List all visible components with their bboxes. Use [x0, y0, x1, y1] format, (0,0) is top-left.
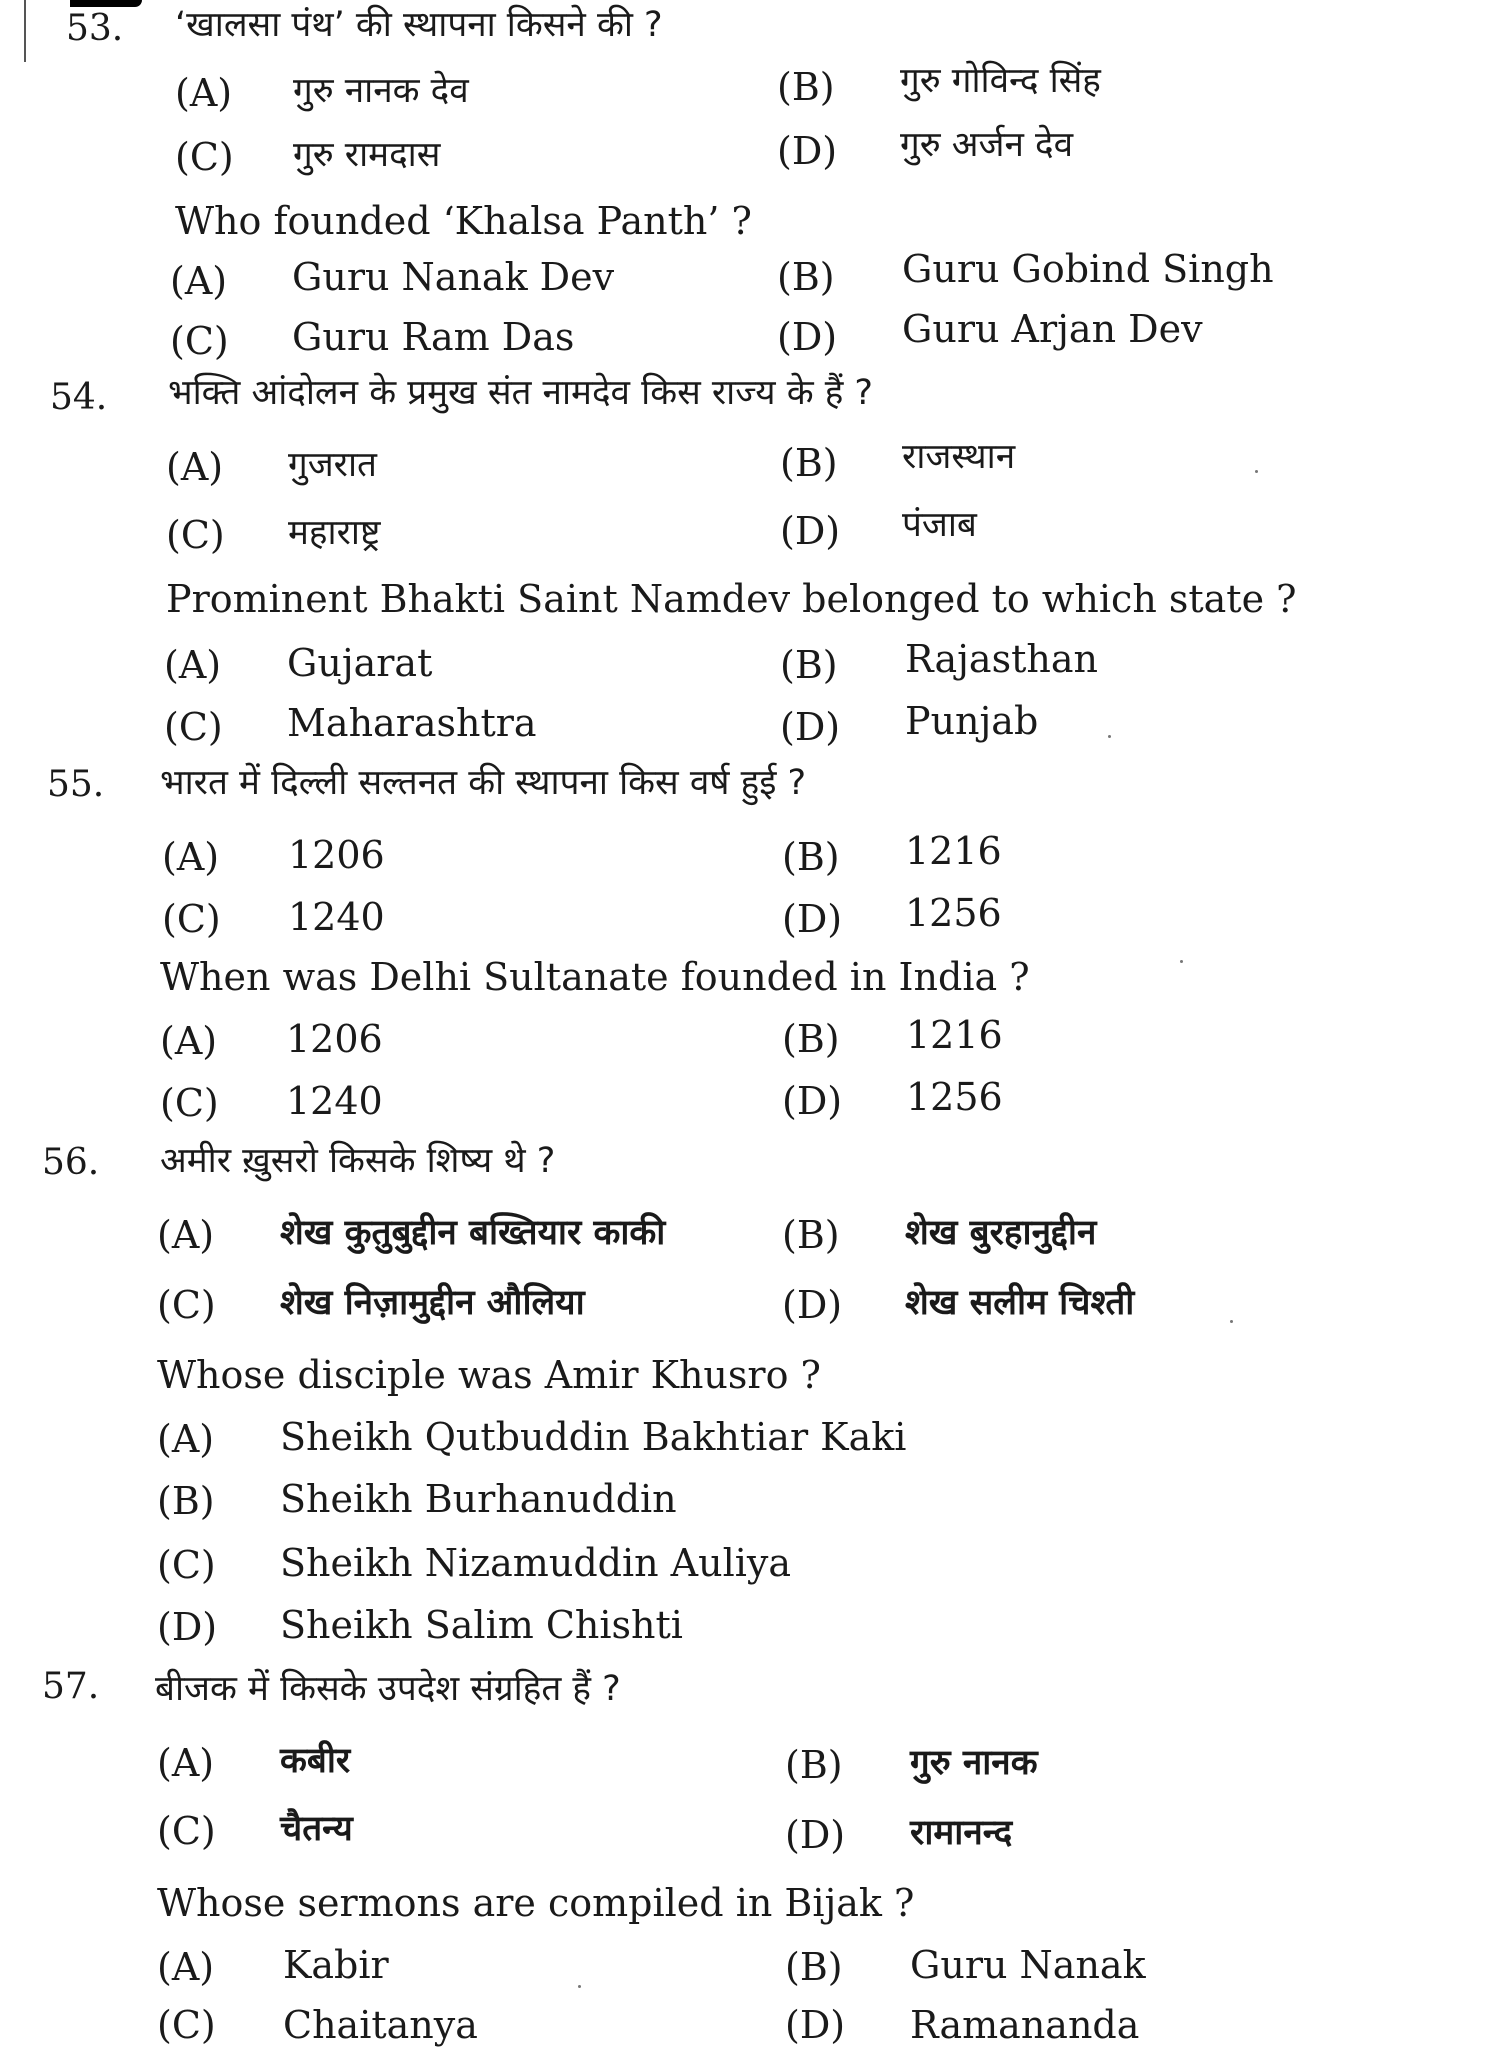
option-key: (B): [782, 835, 840, 879]
option-key: (C): [170, 319, 229, 363]
option-text-english: Guru Arjan Dev: [902, 307, 1203, 351]
option-text: 1206: [286, 1017, 383, 1061]
scan-corner-mark: [70, 0, 142, 7]
scan-speck: [1230, 1320, 1233, 1323]
option-key: (D): [782, 897, 843, 941]
scan-margin-line: [24, 0, 26, 62]
option-key: (C): [164, 705, 223, 749]
option-text-hindi: गुरु रामदास: [293, 134, 441, 175]
option-key: (A): [160, 1019, 218, 1063]
question-number: 57.: [42, 1666, 100, 1707]
option-key: (D): [782, 1283, 843, 1327]
question-text-english: Whose disciple was Amir Khusro ?: [157, 1353, 821, 1397]
option-key: (B): [777, 65, 835, 109]
option-text: 1216: [905, 829, 1002, 873]
question-number: 53.: [66, 8, 124, 49]
option-text-english: Sheikh Qutbuddin Bakhtiar Kaki: [280, 1415, 907, 1459]
option-text-hindi: गुरु नानक: [910, 1742, 1038, 1783]
option-text-hindi: गुरु नानक देव: [293, 70, 469, 111]
option-text-hindi: गुरु अर्जन देव: [900, 124, 1074, 165]
option-key: (A): [162, 835, 220, 879]
option-key: (D): [780, 705, 841, 749]
option-text-hindi: चैतन्य: [280, 1808, 353, 1849]
option-text-hindi: गुजरात: [288, 444, 378, 485]
option-text-english: Sheikh Burhanuddin: [280, 1477, 677, 1521]
option-key: (C): [175, 135, 234, 179]
option-text-english: Maharashtra: [287, 701, 537, 745]
option-text: 1240: [288, 895, 385, 939]
option-text-hindi: शेख बुरहानुद्दीन: [905, 1212, 1097, 1253]
option-key: (A): [157, 1417, 215, 1461]
option-text: 1216: [906, 1013, 1003, 1057]
option-text-hindi: रामानन्द: [910, 1812, 1013, 1853]
option-key: (A): [157, 1213, 215, 1257]
option-key: (B): [780, 441, 838, 485]
option-key: (D): [782, 1079, 843, 1123]
option-text-hindi: शेख कुतुबुद्दीन बख्तियार काकी: [280, 1212, 666, 1253]
option-key: (A): [175, 71, 233, 115]
option-key: (A): [164, 643, 222, 687]
option-key: (B): [785, 1743, 843, 1787]
option-key: (B): [157, 1479, 215, 1523]
option-text: 1206: [288, 833, 385, 877]
option-key: (A): [166, 445, 224, 489]
option-key: (C): [157, 1809, 216, 1853]
question-text-english: Whose sermons are compiled in Bijak ?: [157, 1881, 915, 1925]
option-text-english: Sheikh Salim Chishti: [280, 1603, 683, 1647]
question-text-hindi: भारत में दिल्ली सल्तनत की स्थापना किस वर्ष हुई ?: [160, 762, 807, 803]
option-text-english: Punjab: [905, 699, 1039, 743]
option-text-english: Chaitanya: [283, 2003, 478, 2047]
question-text-hindi: बीजक में किसके उपदेश संग्रहित हैं ?: [155, 1668, 621, 1709]
option-text: 1256: [906, 1075, 1003, 1119]
option-key: (B): [785, 1945, 843, 1989]
option-text-hindi: महाराष्ट्र: [288, 512, 381, 553]
option-key: (A): [170, 259, 228, 303]
option-key: (C): [166, 513, 225, 557]
scan-speck: [1180, 960, 1183, 963]
option-text-english: Gujarat: [287, 641, 433, 685]
option-text-hindi: राजस्थान: [902, 436, 1016, 477]
option-key: (C): [157, 2003, 216, 2047]
option-key: (C): [162, 897, 221, 941]
option-key: (A): [157, 1945, 215, 1989]
scan-speck: [1108, 735, 1111, 738]
option-text-english: Ramananda: [910, 2003, 1140, 2047]
option-text-hindi: गुरु गोविन्द सिंह: [900, 60, 1101, 101]
option-text-english: Guru Nanak Dev: [292, 255, 615, 299]
question-number: 55.: [47, 764, 105, 805]
option-key: (D): [157, 1605, 218, 1649]
scan-speck: [578, 1985, 581, 1988]
option-text-english: Guru Nanak: [910, 1943, 1146, 1987]
option-key: (D): [780, 509, 841, 553]
option-text-english: Kabir: [283, 1943, 389, 1987]
option-text-english: Sheikh Nizamuddin Auliya: [280, 1541, 792, 1585]
question-text-hindi: भक्ति आंदोलन के प्रमुख संत नामदेव किस राज्य के हैं ?: [168, 372, 873, 413]
question-text-english: Who founded ‘Khalsa Panth’ ?: [175, 199, 752, 243]
option-text-hindi: शेख निज़ामुद्दीन औलिया: [280, 1282, 585, 1323]
option-text-hindi: कबीर: [280, 1740, 351, 1781]
question-text-english: Prominent Bhakti Saint Namdev belonged to which state ?: [166, 577, 1297, 621]
option-key: (C): [160, 1081, 219, 1125]
option-text: 1240: [286, 1079, 383, 1123]
option-key: (D): [777, 129, 838, 173]
option-key: (A): [157, 1741, 215, 1785]
option-text-english: Guru Gobind Singh: [902, 247, 1274, 291]
option-text-english: Guru Ram Das: [292, 315, 575, 359]
option-key: (C): [157, 1283, 216, 1327]
option-key: (C): [157, 1543, 216, 1587]
option-key: (D): [785, 1813, 846, 1857]
question-number: 54.: [50, 377, 108, 418]
option-key: (B): [782, 1213, 840, 1257]
option-text-hindi: शेख सलीम चिश्ती: [905, 1282, 1135, 1323]
option-key: (B): [782, 1017, 840, 1061]
option-key: (D): [777, 315, 838, 359]
scan-speck: [1255, 470, 1258, 473]
option-key: (D): [785, 2003, 846, 2047]
question-text-hindi: ‘खालसा पंथ’ की स्थापना किसने की ?: [175, 4, 663, 45]
question-text-hindi: अमीर ख़ुसरो किसके शिष्य थे ?: [160, 1140, 556, 1181]
option-text: 1256: [905, 891, 1002, 935]
option-key: (B): [780, 643, 838, 687]
option-text-hindi: पंजाब: [902, 504, 977, 545]
question-text-english: When was Delhi Sultanate founded in India ?: [160, 955, 1030, 999]
option-key: (B): [777, 255, 835, 299]
question-number: 56.: [42, 1142, 100, 1183]
option-text-english: Rajasthan: [905, 637, 1098, 681]
